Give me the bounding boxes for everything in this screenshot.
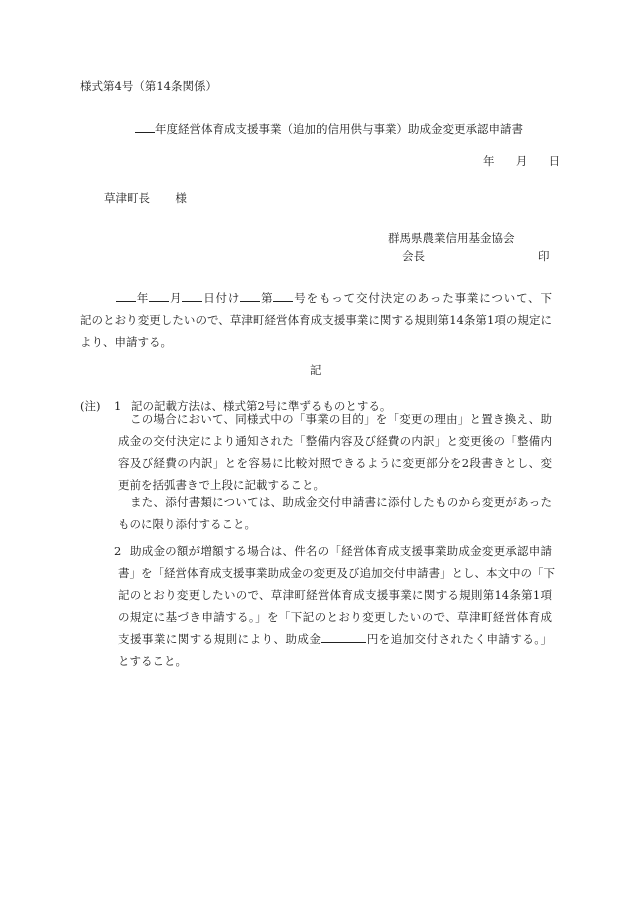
- addressee-honorific: 様: [175, 191, 187, 205]
- addressee-name: 草津町長: [104, 191, 150, 205]
- note-1-p1-line: 成金の交付決定により通知された「整備内容及び経費の内訳」と変更後の「整備内: [118, 434, 552, 448]
- note-1-p2-line: ものに限り添付すること。: [118, 517, 256, 531]
- applicant-role: 会長: [402, 249, 425, 263]
- seal-mark: 印: [538, 249, 550, 263]
- date-day: 日: [548, 154, 561, 168]
- body-line-2: 記のとおり変更したいので、草津町経営体育成支援事業に関する規則第14条第1項の規定に: [80, 313, 552, 327]
- date-month: 月: [515, 154, 528, 168]
- note-1-first-line: 記の記載方法は、様式第2号に準ずるものとする。: [131, 399, 392, 413]
- note-2-line: 書」を「経営体育成支援事業助成金の変更及び追加交付申請書」とし、本文中の「下: [118, 566, 555, 580]
- form-number: 様式第4号（第14条関係）: [80, 79, 217, 93]
- note-2-line: とすること。: [118, 654, 187, 668]
- note-1-p1-line: 容及び経費の内訳」とを容易に比較対照できるように変更部分を2段書きとし、変: [118, 456, 552, 470]
- addressee: [104, 192, 187, 205]
- body-line-1: 年 月 日付け 第 号をもって交付決定のあった事業について、下: [80, 287, 552, 309]
- document-title: [135, 122, 523, 136]
- note-1-number: 1: [114, 399, 122, 413]
- notes-label: (注): [80, 399, 101, 413]
- date-line: [483, 155, 560, 168]
- year-blank[interactable]: [116, 291, 136, 302]
- body-line-3: より、申請する。: [80, 335, 172, 349]
- note-1-paragraph-2: [118, 491, 552, 535]
- amount-blank[interactable]: [321, 632, 366, 643]
- note-2-line: の規定に基づき申請する。」を「下記のとおり変更したいので、草津町経営体育成: [118, 610, 552, 624]
- body-paragraph: [80, 287, 552, 353]
- note-2-line: 助成金の額が増額する場合は、件名の「経営体育成支援事業助成金変更承認申請: [130, 544, 552, 558]
- note-2-line: 記のとおり変更したいので、草津町経営体育成支援事業に関する規則第14条第1項: [118, 588, 552, 602]
- note-2-line: 支援事業に関する規則により、助成金 円を追加交付されたく申請する。」: [118, 632, 553, 646]
- document-title-text: 年度経営体育成支援事業（追加的信用供与事業）助成金変更承認申請書: [155, 122, 523, 136]
- document-no-blank[interactable]: [240, 291, 260, 302]
- fiscal-year-blank[interactable]: [135, 122, 155, 133]
- note-2-number: 2: [114, 544, 122, 558]
- note-1-p2-line: また、添付書類については、助成金交付申請書に添付したものから変更があった: [130, 495, 552, 509]
- applicant-org: 群馬県農業信用基金協会: [388, 231, 515, 245]
- issue-no-blank[interactable]: [273, 291, 293, 302]
- month-blank[interactable]: [149, 291, 169, 302]
- note-2-paragraph: [118, 540, 555, 672]
- note-1-paragraph-1: [118, 408, 552, 496]
- date-year: 年: [483, 154, 495, 168]
- note-1-p1-line: 更前を括弧書きで上段に記載すること。: [118, 478, 325, 492]
- ki-heading: 記: [310, 363, 322, 377]
- day-blank[interactable]: [182, 291, 202, 302]
- note-1-p1-line: この場合において、同様式中の「事業の目的」を「変更の理由」と置き換え、助: [130, 412, 552, 426]
